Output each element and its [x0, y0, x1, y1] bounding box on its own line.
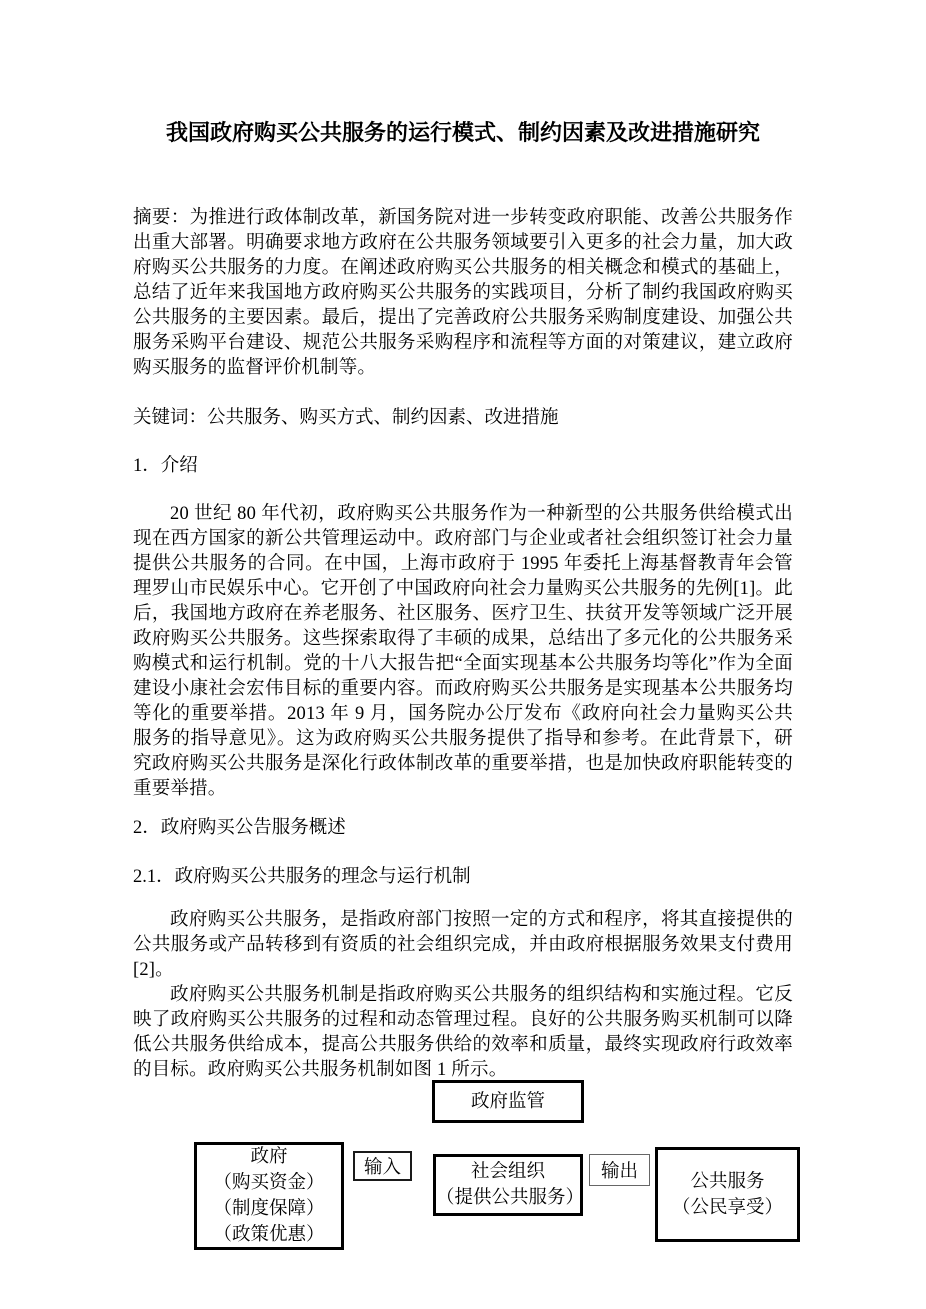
section-1-heading: 1．介绍 — [133, 456, 198, 476]
input-label-box — [353, 1151, 412, 1181]
section-2-1-paragraph-b: 政府购买公共服务机制是指政府购买公共服务的组织结构和实施过程。它反映了政府购买公共服务的过程和动态管理过程。良好的公共服务购买机制可以降低公共服务供给成本，提高公共服务供给的效率和质量，最终实现政府行政效率的目标。政府购买公共服务机制如图 1 所示。 — [133, 985, 793, 1080]
output-label: 输出 — [600, 1162, 638, 1182]
government-box-item-1: （购买资金） — [213, 1173, 325, 1193]
government-supervision-box — [432, 1080, 584, 1123]
government-box-item-3: （政策优惠） — [213, 1225, 325, 1245]
social-organization-box — [433, 1154, 583, 1216]
section-1-paragraph: 20 世纪 80 年代初，政府购买公共服务作为一种新型的公共服务供给模式出现在西方国家的新公共管理运动中。政府部门与企业或者社会组织签订社会力量提供公共服务的合同。在中国，上海市政府于 1995 年委托上海基督教青年会管理罗山市民娱乐中心。它开创了中国政府向社会力量购买公共服务的先例[1]。此后，我国地方政府在养老服务、社区服务、医疗卫生、扶贫开发等领域广泛开展政府购买公共服务。这些探索取得了丰硕的成果，总结出了多元化的公共服务采购模式和运行机制。党的十八大报告把“全面实现基本公共服务均等化”作为全面建设小康社会宏伟目标的重要内容。而政府购买公共服务是实现基本公共服务均等化的重要举措。2013 年 9 月，国务院办公厅发布《政府向社会力量购买公共服务的指导意见》。这为政府购买公共服务提供了指导和参考。在此背景下，研究政府购买公共服务是深化行政体制改革的重要举措，也是加快政府职能转变的重要举措。 — [133, 504, 793, 799]
section-2-heading: 2．政府购买公告服务概述 — [133, 818, 346, 838]
section-2-1-heading: 2.1．政府购买公共服务的理念与运行机制 — [133, 867, 471, 887]
abstract-paragraph: 摘要：为推进行政体制改革，新国务院对进一步转变政府职能、改善公共服务作出重大部署。明确要求地方政府在公共服务领域要引入更多的社会力量，加大政府购买公共服务的力度。在阐述政府购买公共服务的相关概念和模式的基础上，总结了近年来我国地方政府购买公共服务的实践项目，分析了制约我国政府购买公共服务的主要因素。最后，提出了完善政府公共服务采购制度建设、加强公共服务采购平台建设、规范公共服务采购程序和流程等方面的对策建议，建立政府购买服务的监督评价机制等。 — [133, 208, 793, 378]
government-supervision-label: 政府监管 — [470, 1091, 545, 1112]
public-service-box — [655, 1147, 800, 1242]
social-organization-subtitle: （提供公共服务） — [436, 1188, 585, 1208]
public-service-subtitle: （公民享受） — [671, 1197, 783, 1218]
keywords-line: 关键词：公共服务、购买方式、制约因素、改进措施 — [133, 408, 559, 428]
section-2-1-body — [133, 908, 793, 1083]
social-organization-title: 社会组织 — [470, 1162, 545, 1182]
section-1-body — [133, 502, 793, 802]
output-label-box — [589, 1154, 650, 1186]
government-box-item-2: （制度保障） — [213, 1199, 325, 1219]
page-title: 我国政府购买公共服务的运行模式、制约因素及改进措施研究 — [165, 120, 760, 145]
public-service-title: 公共服务 — [690, 1171, 765, 1192]
government-box-title: 政府 — [250, 1147, 288, 1167]
section-2-1-paragraph-a: 政府购买公共服务，是指政府部门按照一定的方式和程序，将其直接提供的公共服务或产品转移到有资质的社会组织完成，并由政府根据服务效果支付费用[2]。 — [133, 910, 793, 980]
input-label: 输入 — [363, 1158, 401, 1178]
government-box — [194, 1142, 344, 1250]
